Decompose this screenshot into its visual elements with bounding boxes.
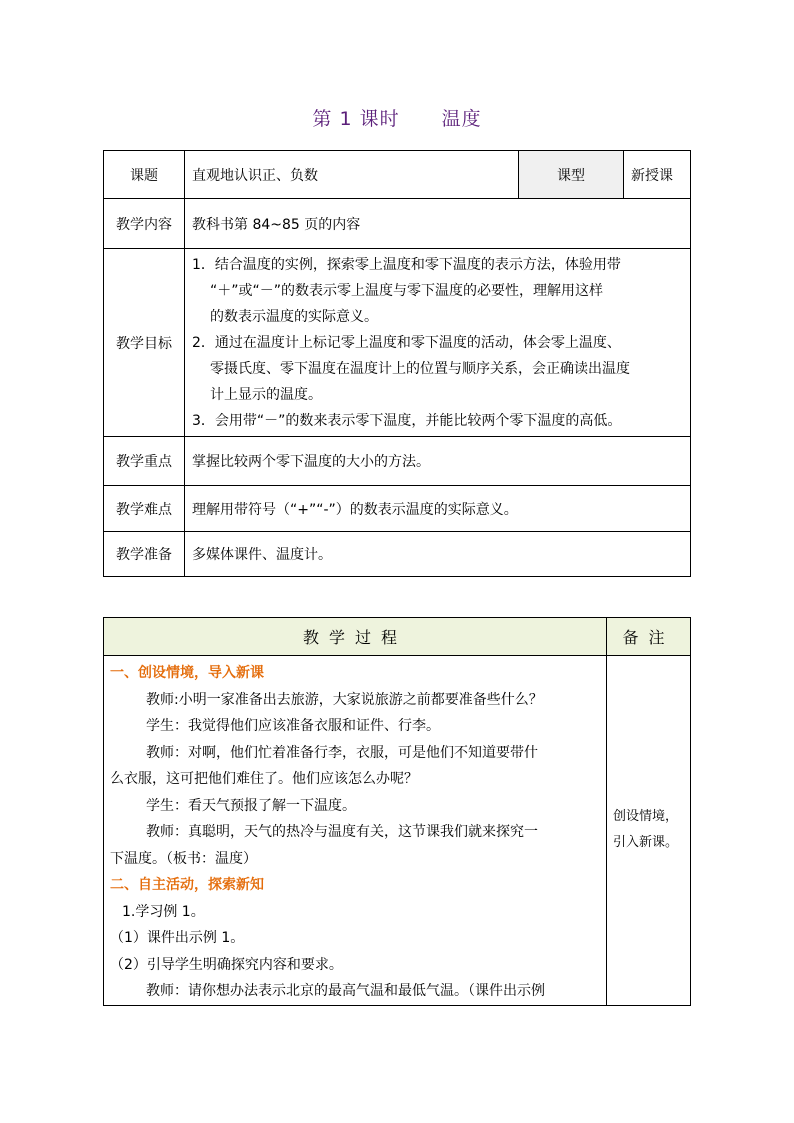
goal-line: 的数表示温度的实际意义。 (210, 308, 378, 325)
process-body (104, 656, 607, 1006)
dialogue-line: 么衣服，这可把他们难住了。他们应该怎么办呢？ (110, 771, 418, 787)
process-header: 教学过程 (104, 618, 607, 656)
notes-body (607, 656, 691, 1006)
type-label: 课型 (519, 151, 624, 199)
goal-line: 3．会用带“－”的数来表示零下温度，并能比较两个零下温度的高低。 (192, 412, 622, 429)
difficulty-value: 理解用带符号（“+”“-”）的数表示温度的实际意义。 (185, 486, 691, 532)
dialogue-line: 教师：请你想办法表示北京的最高气温和最低气温。（课件出示例 (146, 983, 545, 999)
goal-line: “＋”或“－”的数表示零上温度与零下温度的必要性，理解用这样 (210, 282, 604, 299)
topic-value: 直观地认识正、负数 (185, 151, 519, 199)
prep-value: 多媒体课件、温度计。 (185, 532, 691, 577)
dialogue-line: 教师:小明一家准备出去旅游，大家说旅游之前都要准备些什么？ (146, 691, 543, 708)
notes-header: 备注 (607, 618, 691, 656)
topic-label: 课题 (104, 151, 185, 199)
difficulty-label: 教学难点 (104, 486, 185, 532)
key-value: 掌握比较两个零下温度的大小的方法。 (185, 437, 691, 486)
dialogue-line: 教师：对啊，他们忙着准备行李，衣服，可是他们不知道要带什 (146, 744, 538, 761)
dialogue-line: 学生：我觉得他们应该准备衣服和证件、行李。 (146, 718, 440, 734)
lesson-topic: 温度 (441, 108, 482, 130)
note-line: 创设情境， (613, 809, 679, 825)
content-label: 教学内容 (104, 199, 185, 249)
goal-line: 1．结合温度的实例，探索零上温度和零下温度的表示方法，体验用带 (192, 256, 621, 273)
teaching-process-table (103, 617, 691, 1006)
goal-line: 零摄氏度、零下温度在温度计上的位置与顺序关系，会正确读出温度 (210, 360, 630, 377)
content-value: 教科书第 84~85 页的内容 (185, 199, 691, 249)
step-line: 1.学习例 1。 (122, 903, 205, 920)
section-heading: 一、创设情境，导入新课 (110, 665, 264, 681)
goal-label: 教学目标 (104, 249, 185, 437)
dialogue-line: 学生：看天气预报了解一下温度。 (146, 797, 356, 814)
lesson-info-table (103, 150, 691, 577)
dialogue-line: 教师：真聪明，天气的热冷与温度有关，这节课我们就来探究一 (146, 824, 538, 840)
type-value: 新授课 (624, 151, 691, 199)
goal-list (185, 249, 691, 437)
goal-line: 2．通过在温度计上标记零上温度和零下温度的活动，体会零上温度、 (192, 334, 621, 351)
lesson-number: 第 1 课时 (312, 108, 400, 130)
goal-line: 计上显示的温度。 (210, 386, 322, 403)
key-label: 教学重点 (104, 437, 185, 486)
step-line: （1）课件出示例 1。 (110, 930, 245, 946)
section-heading: 二、自主活动，探索新知 (110, 877, 264, 893)
note-line: 引入新课。 (613, 835, 679, 851)
prep-label: 教学准备 (104, 532, 185, 577)
dialogue-line: 下温度。（板书：温度） (110, 850, 257, 867)
step-line: （2）引导学生明确探究内容和要求。 (110, 956, 343, 973)
page-title (0, 104, 794, 131)
